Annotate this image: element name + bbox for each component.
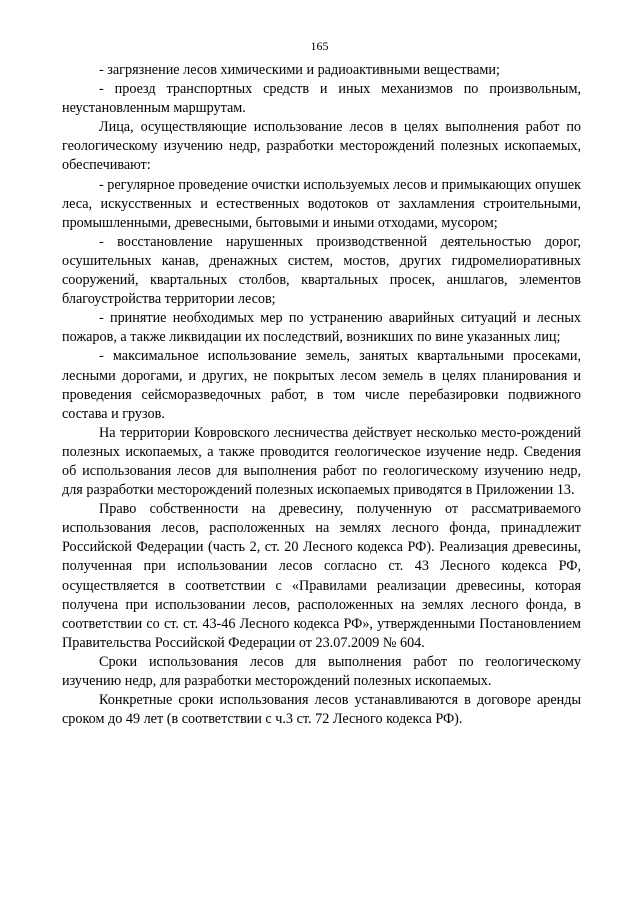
- paragraph-deposits: На территории Ковровского лесничества действует несколько место-рождений полезных ископаемых, а также проводится геологическое изучение недр. Сведения об использования лесов для выполнения работ по геологическому изучению недр, для разработки месторождений полезных ископаемых приводятся в Приложении 13.: [62, 424, 581, 499]
- paragraph-pollution-item: - загрязнение лесов химическими и радиоактивными веществами;: [99, 62, 500, 78]
- paragraph-obligations-intro: Лица, осуществляющие использование лесов в целях выполнения работ по геологическому изучению недр, разработки месторождений полезных ископаемых, обеспечивают:: [62, 119, 581, 174]
- paragraph-restoration-item: - восстановление нарушенных производственной деятельностью дорог, осушительных канав, дренажных систем, мостов, других гидромелиоративных сооружений, квартальных столбов, квартальных просек, аншлагов, элементов благоустройства территории лесов;: [62, 233, 581, 308]
- paragraph-land-use-item: - максимальное использование земель, занятых квартальными просеками, лесными дорогами, и других, не покрытых лесом земель в целях планирования и проведения сейсморазведочных работ, в том числе перебазировки подвижного состава и грузов.: [62, 348, 581, 422]
- paragraph-terms-heading: Сроки использования лесов для выполнения работ по геологическому изучению недр, для разработки месторождений полезных ископаемых.: [62, 653, 581, 689]
- page-number: 165: [310, 39, 329, 53]
- paragraph-cleanup-item: - регулярное проведение очистки используемых лесов и примыкающих опушек леса, искусственных и естественных водотоков от захламления строительными, промышленными, древесными, бытовыми и иными отходами, мусором;: [62, 176, 581, 231]
- document-body: [62, 61, 581, 729]
- paragraph-emergency-item: - принятие необходимых мер по устранению аварийных ситуаций и лесных пожаров, а также ликвидации их последствий, возникших по вине указанных лиц;: [62, 310, 581, 346]
- paragraph-ownership: Право собственности на древесину, полученную от рассматриваемого использования лесов, расположенных на землях лесного фонда, принадлежит Российской Федерации (часть 2, ст. 20 Лесного кодекса РФ). Реализация древесины, полученная при использовании лесов согласно ст. 43 Лесного кодекса РФ, осуществляется в соответствии с «Правилами реализации древесины, которая получена при использовании лесов, расположенных на землях лесного фонда, в соответствии со ст. ст. 43-46 Лесного кодекса РФ», утвержденными Постановлением Правительства Российской Федерации от 23.07.2009 № 604.: [62, 501, 581, 651]
- paragraph-vehicles-item: - проезд транспортных средств и иных механизмов по произвольным, неустановленным маршрутам.: [62, 81, 581, 117]
- paragraph-lease-terms: Конкретные сроки использования лесов устанавливаются в договоре аренды сроком до 49 лет (в соответствии с ч.3 ст. 72 Лесного кодекса РФ).: [62, 692, 581, 728]
